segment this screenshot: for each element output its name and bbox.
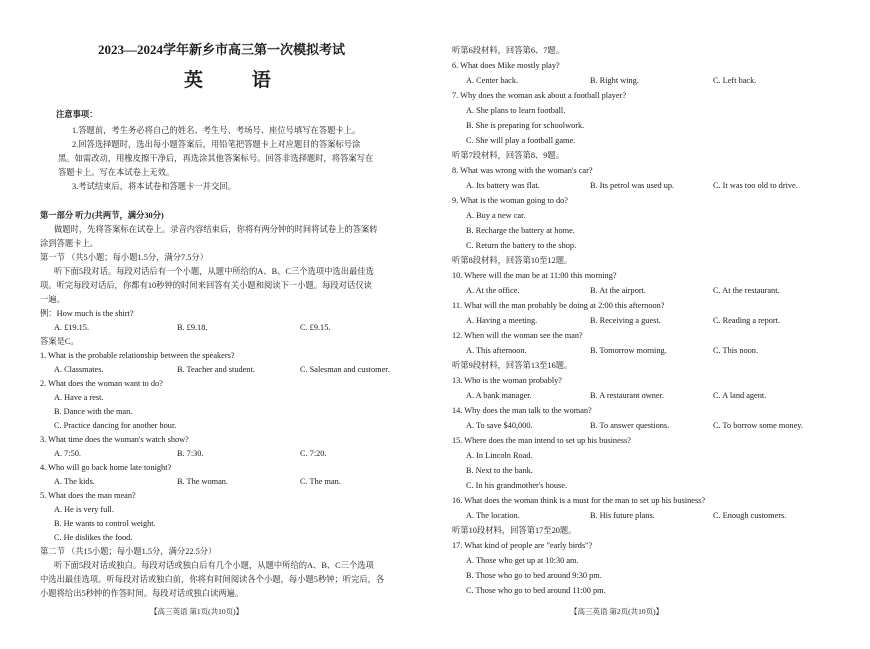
- q7-option-b: B. She is preparing for schoolwork.: [466, 121, 585, 130]
- q4-option-c: C. The man.: [300, 477, 341, 486]
- q2-option-a: A. Have a rest.: [54, 393, 104, 402]
- page-footer-left: 【高三英语 第1页(共10页)】: [150, 607, 244, 616]
- q6-option-a: A. Center back.: [466, 76, 519, 85]
- q16-option-a: A. The location.: [466, 511, 520, 520]
- question-14: 14. Why does the man talk to the woman?: [452, 406, 592, 415]
- question-4: 4. Who will go back home late tonight?: [40, 463, 172, 472]
- q16-option-b: B. His future plans.: [590, 511, 655, 520]
- q10-option-c: C. At the restaurant.: [713, 286, 780, 295]
- question-5: 5. What does the man mean?: [40, 491, 136, 500]
- section2-intro: 中选出最佳选项。听每段对话或独白前，你将有时间阅读各个小题，每小题5秒钟；听完后，各: [40, 575, 385, 584]
- q6-option-b: B. Right wing.: [590, 76, 639, 85]
- q1-option-c: C. Salesman and customer.: [300, 365, 390, 374]
- q12-option-b: B. Tomorrow morning.: [590, 346, 667, 355]
- q2-option-c: C. Practice dancing for another hour.: [54, 421, 177, 430]
- q6-option-c: C. Left back.: [713, 76, 757, 85]
- q8-option-b: B. Its petrol was used up.: [590, 181, 675, 190]
- question-17: 17. What kind of people are "early birds"?: [452, 541, 593, 550]
- q17-option-b: B. Those who go to bed around 9:30 pm.: [466, 571, 602, 580]
- example-question: 例：How much is the shirt?: [40, 309, 134, 318]
- question-12: 12. When will the woman see the man?: [452, 331, 583, 340]
- q14-option-c: C. To borrow some money.: [713, 421, 803, 430]
- part1-intro: 做题时，先将答案标在试卷上。录音内容结束后，你将有两分钟的时间将试卷上的答案转: [54, 225, 378, 234]
- q1-option-a: A. Classmates.: [54, 365, 104, 374]
- q7-option-c: C. She will play a football game.: [466, 136, 576, 145]
- question-3: 3. What time does the woman's watch show?: [40, 435, 189, 444]
- material-6-heading: 听第6段材料，回答第6、7题。: [452, 46, 565, 55]
- q13-option-b: B. A restaurant owner.: [590, 391, 664, 400]
- q13-option-c: C. A land agent.: [713, 391, 767, 400]
- material-8-heading: 听第8段材料，回答第10至12题。: [452, 256, 573, 265]
- q17-option-a: A. Those who get up at 10:30 am.: [466, 556, 579, 565]
- notice-line: 答题卡上。写在本试卷上无效。: [58, 168, 175, 177]
- q13-option-a: A. A bank manager.: [466, 391, 532, 400]
- material-10-heading: 听第10段材料，回答第17至20题。: [452, 526, 577, 535]
- notice-line: 3.考试结束后，将本试卷和答题卡一并交回。: [72, 182, 236, 191]
- q3-option-b: B. 7:30.: [177, 449, 204, 458]
- example-option-b: B. £9.18.: [177, 323, 208, 332]
- question-9: 9. What is the woman going to do?: [452, 196, 568, 205]
- notice-line: 1.答题前，考生务必将自己的姓名、考生号、考场号、座位号填写在答题卡上。: [72, 126, 361, 135]
- q15-option-c: C. In his grandmother's house.: [466, 481, 568, 490]
- question-8: 8. What was wrong with the woman's car?: [452, 166, 593, 175]
- section1-intro: 听下面5段对话。每段对话后有一个小题，从题中所给的A、B、C三个选项中选出最佳选: [54, 267, 374, 276]
- part1-intro: 涂到答题卡上。: [40, 239, 99, 248]
- question-7: 7. Why does the woman ask about a football player?: [452, 91, 627, 100]
- q12-option-a: A. This afternoon.: [466, 346, 527, 355]
- question-13: 13. Who is the woman probably?: [452, 376, 562, 385]
- material-7-heading: 听第7段材料，回答第8、9题。: [452, 151, 565, 160]
- q8-option-c: C. It was too old to drive.: [713, 181, 798, 190]
- q15-option-b: B. Next to the bank.: [466, 466, 533, 475]
- q8-option-a: A. Its battery was flat.: [466, 181, 540, 190]
- page-right: [440, 0, 870, 649]
- q7-option-a: A. She plans to learn football.: [466, 106, 566, 115]
- q9-option-a: A. Buy a new car.: [466, 211, 526, 220]
- q14-option-a: A. To save $40,000.: [466, 421, 533, 430]
- notice-heading: 注意事项：: [56, 110, 98, 119]
- question-16: 16. What does the woman think is a must for the man to set up his business?: [452, 496, 706, 505]
- notice-line: 2.回答选择题时，选出每小题答案后，用铅笔把答题卡上对应题目的答案标号涂: [72, 140, 361, 149]
- q4-option-a: A. The kids.: [54, 477, 95, 486]
- section2-intro: 小题将给出5秒钟的作答时间。每段对话或独白读两遍。: [40, 589, 244, 598]
- q11-option-a: A. Having a meeting.: [466, 316, 538, 325]
- q16-option-c: C. Enough customers.: [713, 511, 787, 520]
- question-1: 1. What is the probable relationship between the speakers?: [40, 351, 235, 360]
- question-11: 11. What will the man probably be doing at 2:00 this afternoon?: [452, 301, 665, 310]
- question-6: 6. What does Mike mostly play?: [452, 61, 560, 70]
- question-10: 10. Where will the man be at 11:00 this morning?: [452, 271, 617, 280]
- part1-heading: 第一部分 听力(共两节，满分30分): [40, 211, 164, 220]
- q3-option-a: A. 7:50.: [54, 449, 81, 458]
- subject-title: 英 语: [184, 70, 293, 91]
- q15-option-a: A. In Lincoln Road.: [466, 451, 533, 460]
- section1-intro: 项。听完每段对话后，你都有10秒钟的时间来回答有关小题和阅读下一小题。每段对话仅读: [40, 281, 372, 290]
- exam-title: 2023—2024学年新乡市高三第一次模拟考试: [98, 42, 346, 57]
- page-footer-right: 【高三英语 第2页(共10页)】: [570, 607, 664, 616]
- q10-option-a: A. At the office.: [466, 286, 520, 295]
- q11-option-c: C. Reading a report.: [713, 316, 781, 325]
- q5-option-a: A. He is very full.: [54, 505, 114, 514]
- q9-option-c: C. Return the battery to the shop.: [466, 241, 577, 250]
- notice-line: 黑。如需改动，用橡皮擦干净后，再选涂其他答案标号。回答非选择题时，将答案写在: [58, 154, 374, 163]
- question-2: 2. What does the woman want to do?: [40, 379, 163, 388]
- q3-option-c: C. 7:20.: [300, 449, 327, 458]
- q11-option-b: B. Receiving a guest.: [590, 316, 661, 325]
- q5-option-b: B. He wants to control weight.: [54, 519, 156, 528]
- section2-intro: 听下面5段对话或独白。每段对话或独白后有几个小题，从题中所给的A、B、C三个选项: [54, 561, 374, 570]
- q17-option-c: C. Those who go to bed around 11:00 pm.: [466, 586, 606, 595]
- q4-option-b: B. The woman.: [177, 477, 229, 486]
- material-9-heading: 听第9段材料，回答第13至16题。: [452, 361, 573, 370]
- question-15: 15. Where does the man intend to set up his business?: [452, 436, 631, 445]
- q9-option-b: B. Recharge the battery at home.: [466, 226, 575, 235]
- q10-option-b: B. At the airport.: [590, 286, 646, 295]
- q2-option-b: B. Dance with the man.: [54, 407, 133, 416]
- example-option-c: C. £9.15.: [300, 323, 331, 332]
- q14-option-b: B. To answer questions.: [590, 421, 670, 430]
- example-answer: 答案是C。: [40, 337, 79, 346]
- section1-heading: 第一节 （共5小题；每小题1.5分，满分7.5分）: [40, 253, 209, 262]
- section1-intro: 一遍。: [40, 295, 65, 304]
- example-option-a: A. £19.15.: [54, 323, 90, 332]
- q1-option-b: B. Teacher and student.: [177, 365, 255, 374]
- q12-option-c: C. This noon.: [713, 346, 759, 355]
- section2-heading: 第二节 （共15小题；每小题1.5分，满分22.5分）: [40, 547, 217, 556]
- q5-option-c: C. He dislikes the food.: [54, 533, 133, 542]
